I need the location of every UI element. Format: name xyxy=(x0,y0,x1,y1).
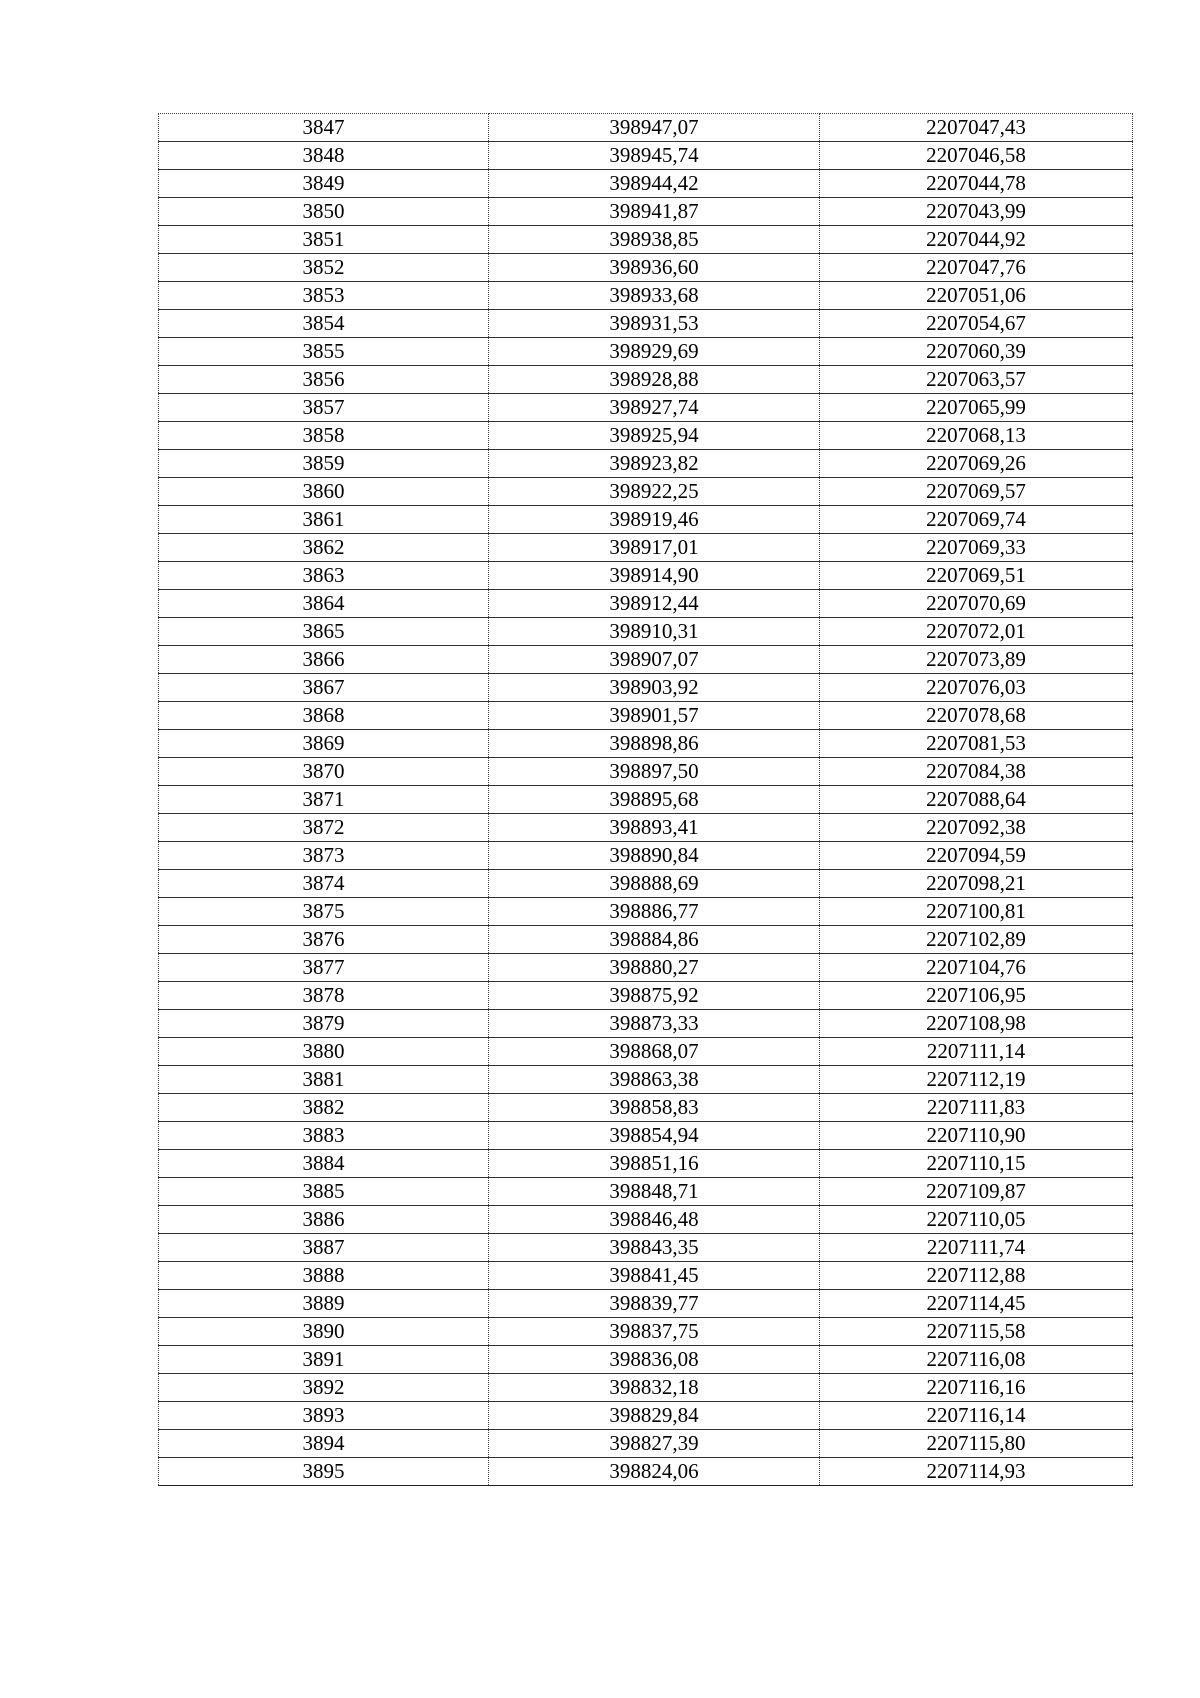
y-coordinate-cell: 2207063,57 xyxy=(820,366,1133,394)
point-number-cell: 3891 xyxy=(159,1346,489,1374)
table-row xyxy=(159,478,1133,506)
y-coordinate-cell: 2207046,58 xyxy=(820,142,1133,170)
point-number-cell: 3850 xyxy=(159,198,489,226)
x-coordinate-cell: 398944,42 xyxy=(489,170,820,198)
point-number-cell: 3866 xyxy=(159,646,489,674)
y-coordinate-cell: 2207115,58 xyxy=(820,1318,1133,1346)
x-coordinate-cell: 398837,75 xyxy=(489,1318,820,1346)
y-coordinate-cell: 2207110,05 xyxy=(820,1206,1133,1234)
table-row xyxy=(159,982,1133,1010)
point-number-cell: 3884 xyxy=(159,1150,489,1178)
table-row xyxy=(159,842,1133,870)
point-number-cell: 3872 xyxy=(159,814,489,842)
x-coordinate-cell: 398836,08 xyxy=(489,1346,820,1374)
x-coordinate-cell: 398922,25 xyxy=(489,478,820,506)
table-row xyxy=(159,898,1133,926)
table-row xyxy=(159,506,1133,534)
table-row xyxy=(159,226,1133,254)
point-number-cell: 3870 xyxy=(159,758,489,786)
x-coordinate-cell: 398931,53 xyxy=(489,310,820,338)
x-coordinate-cell: 398851,16 xyxy=(489,1150,820,1178)
point-number-cell: 3888 xyxy=(159,1262,489,1290)
table-row xyxy=(159,1430,1133,1458)
point-number-cell: 3854 xyxy=(159,310,489,338)
table-row xyxy=(159,1346,1133,1374)
table-row xyxy=(159,870,1133,898)
point-number-cell: 3873 xyxy=(159,842,489,870)
x-coordinate-cell: 398910,31 xyxy=(489,618,820,646)
point-number-cell: 3877 xyxy=(159,954,489,982)
x-coordinate-cell: 398868,07 xyxy=(489,1038,820,1066)
point-number-cell: 3876 xyxy=(159,926,489,954)
point-number-cell: 3867 xyxy=(159,674,489,702)
table-row xyxy=(159,618,1133,646)
coordinates-table-body xyxy=(159,114,1133,1486)
table-row xyxy=(159,366,1133,394)
x-coordinate-cell: 398925,94 xyxy=(489,422,820,450)
x-coordinate-cell: 398875,92 xyxy=(489,982,820,1010)
x-coordinate-cell: 398898,86 xyxy=(489,730,820,758)
x-coordinate-cell: 398832,18 xyxy=(489,1374,820,1402)
x-coordinate-cell: 398827,39 xyxy=(489,1430,820,1458)
y-coordinate-cell: 2207088,64 xyxy=(820,786,1133,814)
y-coordinate-cell: 2207069,51 xyxy=(820,562,1133,590)
table-row xyxy=(159,1262,1133,1290)
x-coordinate-cell: 398901,57 xyxy=(489,702,820,730)
table-row xyxy=(159,786,1133,814)
table-row xyxy=(159,170,1133,198)
point-number-cell: 3881 xyxy=(159,1066,489,1094)
x-coordinate-cell: 398886,77 xyxy=(489,898,820,926)
point-number-cell: 3862 xyxy=(159,534,489,562)
point-number-cell: 3892 xyxy=(159,1374,489,1402)
x-coordinate-cell: 398928,88 xyxy=(489,366,820,394)
table-row xyxy=(159,758,1133,786)
point-number-cell: 3885 xyxy=(159,1178,489,1206)
y-coordinate-cell: 2207069,26 xyxy=(820,450,1133,478)
y-coordinate-cell: 2207114,93 xyxy=(820,1458,1133,1486)
y-coordinate-cell: 2207069,33 xyxy=(820,534,1133,562)
y-coordinate-cell: 2207084,38 xyxy=(820,758,1133,786)
x-coordinate-cell: 398846,48 xyxy=(489,1206,820,1234)
y-coordinate-cell: 2207047,43 xyxy=(820,114,1133,142)
y-coordinate-cell: 2207104,76 xyxy=(820,954,1133,982)
table-row xyxy=(159,1374,1133,1402)
y-coordinate-cell: 2207108,98 xyxy=(820,1010,1133,1038)
point-number-cell: 3849 xyxy=(159,170,489,198)
point-number-cell: 3883 xyxy=(159,1122,489,1150)
table-row xyxy=(159,282,1133,310)
point-number-cell: 3855 xyxy=(159,338,489,366)
point-number-cell: 3851 xyxy=(159,226,489,254)
table-row xyxy=(159,198,1133,226)
y-coordinate-cell: 2207060,39 xyxy=(820,338,1133,366)
y-coordinate-cell: 2207073,89 xyxy=(820,646,1133,674)
table-row xyxy=(159,338,1133,366)
x-coordinate-cell: 398873,33 xyxy=(489,1010,820,1038)
table-row xyxy=(159,1094,1133,1122)
y-coordinate-cell: 2207092,38 xyxy=(820,814,1133,842)
y-coordinate-cell: 2207112,88 xyxy=(820,1262,1133,1290)
table-row xyxy=(159,254,1133,282)
table-row xyxy=(159,1038,1133,1066)
y-coordinate-cell: 2207116,08 xyxy=(820,1346,1133,1374)
point-number-cell: 3874 xyxy=(159,870,489,898)
y-coordinate-cell: 2207100,81 xyxy=(820,898,1133,926)
table-row xyxy=(159,702,1133,730)
x-coordinate-cell: 398947,07 xyxy=(489,114,820,142)
x-coordinate-cell: 398907,07 xyxy=(489,646,820,674)
table-row xyxy=(159,1178,1133,1206)
point-number-cell: 3847 xyxy=(159,114,489,142)
table-row xyxy=(159,646,1133,674)
table-row xyxy=(159,450,1133,478)
y-coordinate-cell: 2207081,53 xyxy=(820,730,1133,758)
point-number-cell: 3859 xyxy=(159,450,489,478)
y-coordinate-cell: 2207070,69 xyxy=(820,590,1133,618)
point-number-cell: 3890 xyxy=(159,1318,489,1346)
table-row xyxy=(159,142,1133,170)
y-coordinate-cell: 2207078,68 xyxy=(820,702,1133,730)
table-row xyxy=(159,422,1133,450)
y-coordinate-cell: 2207111,83 xyxy=(820,1094,1133,1122)
point-number-cell: 3861 xyxy=(159,506,489,534)
point-number-cell: 3894 xyxy=(159,1430,489,1458)
table-row xyxy=(159,590,1133,618)
x-coordinate-cell: 398923,82 xyxy=(489,450,820,478)
table-row xyxy=(159,674,1133,702)
y-coordinate-cell: 2207110,15 xyxy=(820,1150,1133,1178)
x-coordinate-cell: 398863,38 xyxy=(489,1066,820,1094)
table-row xyxy=(159,394,1133,422)
y-coordinate-cell: 2207094,59 xyxy=(820,842,1133,870)
x-coordinate-cell: 398854,94 xyxy=(489,1122,820,1150)
x-coordinate-cell: 398919,46 xyxy=(489,506,820,534)
point-number-cell: 3860 xyxy=(159,478,489,506)
point-number-cell: 3848 xyxy=(159,142,489,170)
y-coordinate-cell: 2207115,80 xyxy=(820,1430,1133,1458)
x-coordinate-cell: 398841,45 xyxy=(489,1262,820,1290)
y-coordinate-cell: 2207069,74 xyxy=(820,506,1133,534)
y-coordinate-cell: 2207098,21 xyxy=(820,870,1133,898)
x-coordinate-cell: 398945,74 xyxy=(489,142,820,170)
point-number-cell: 3858 xyxy=(159,422,489,450)
x-coordinate-cell: 398829,84 xyxy=(489,1402,820,1430)
y-coordinate-cell: 2207072,01 xyxy=(820,618,1133,646)
table-row xyxy=(159,1290,1133,1318)
x-coordinate-cell: 398893,41 xyxy=(489,814,820,842)
y-coordinate-cell: 2207065,99 xyxy=(820,394,1133,422)
point-number-cell: 3864 xyxy=(159,590,489,618)
point-number-cell: 3875 xyxy=(159,898,489,926)
x-coordinate-cell: 398897,50 xyxy=(489,758,820,786)
point-number-cell: 3889 xyxy=(159,1290,489,1318)
y-coordinate-cell: 2207054,67 xyxy=(820,310,1133,338)
table-row xyxy=(159,562,1133,590)
x-coordinate-cell: 398914,90 xyxy=(489,562,820,590)
y-coordinate-cell: 2207110,90 xyxy=(820,1122,1133,1150)
x-coordinate-cell: 398880,27 xyxy=(489,954,820,982)
x-coordinate-cell: 398848,71 xyxy=(489,1178,820,1206)
y-coordinate-cell: 2207076,03 xyxy=(820,674,1133,702)
x-coordinate-cell: 398890,84 xyxy=(489,842,820,870)
y-coordinate-cell: 2207069,57 xyxy=(820,478,1133,506)
y-coordinate-cell: 2207044,78 xyxy=(820,170,1133,198)
table-row xyxy=(159,1150,1133,1178)
point-number-cell: 3863 xyxy=(159,562,489,590)
point-number-cell: 3886 xyxy=(159,1206,489,1234)
table-row xyxy=(159,1010,1133,1038)
x-coordinate-cell: 398941,87 xyxy=(489,198,820,226)
y-coordinate-cell: 2207116,16 xyxy=(820,1374,1133,1402)
point-number-cell: 3868 xyxy=(159,702,489,730)
table-row xyxy=(159,534,1133,562)
x-coordinate-cell: 398839,77 xyxy=(489,1290,820,1318)
table-row xyxy=(159,1206,1133,1234)
y-coordinate-cell: 2207116,14 xyxy=(820,1402,1133,1430)
point-number-cell: 3878 xyxy=(159,982,489,1010)
x-coordinate-cell: 398929,69 xyxy=(489,338,820,366)
table-row xyxy=(159,814,1133,842)
y-coordinate-cell: 2207111,14 xyxy=(820,1038,1133,1066)
point-number-cell: 3880 xyxy=(159,1038,489,1066)
x-coordinate-cell: 398903,92 xyxy=(489,674,820,702)
table-row xyxy=(159,926,1133,954)
point-number-cell: 3852 xyxy=(159,254,489,282)
y-coordinate-cell: 2207106,95 xyxy=(820,982,1133,1010)
y-coordinate-cell: 2207114,45 xyxy=(820,1290,1133,1318)
x-coordinate-cell: 398917,01 xyxy=(489,534,820,562)
x-coordinate-cell: 398888,69 xyxy=(489,870,820,898)
y-coordinate-cell: 2207051,06 xyxy=(820,282,1133,310)
table-row xyxy=(159,730,1133,758)
point-number-cell: 3882 xyxy=(159,1094,489,1122)
y-coordinate-cell: 2207044,92 xyxy=(820,226,1133,254)
x-coordinate-cell: 398938,85 xyxy=(489,226,820,254)
table-row xyxy=(159,954,1133,982)
x-coordinate-cell: 398927,74 xyxy=(489,394,820,422)
point-number-cell: 3853 xyxy=(159,282,489,310)
x-coordinate-cell: 398895,68 xyxy=(489,786,820,814)
y-coordinate-cell: 2207102,89 xyxy=(820,926,1133,954)
y-coordinate-cell: 2207111,74 xyxy=(820,1234,1133,1262)
x-coordinate-cell: 398933,68 xyxy=(489,282,820,310)
y-coordinate-cell: 2207068,13 xyxy=(820,422,1133,450)
table-row xyxy=(159,310,1133,338)
x-coordinate-cell: 398884,86 xyxy=(489,926,820,954)
table-row xyxy=(159,1122,1133,1150)
point-number-cell: 3856 xyxy=(159,366,489,394)
y-coordinate-cell: 2207109,87 xyxy=(820,1178,1133,1206)
table-row xyxy=(159,1234,1133,1262)
point-number-cell: 3869 xyxy=(159,730,489,758)
x-coordinate-cell: 398824,06 xyxy=(489,1458,820,1486)
y-coordinate-cell: 2207112,19 xyxy=(820,1066,1133,1094)
coordinates-table xyxy=(158,113,1133,1486)
table-row xyxy=(159,1458,1133,1486)
x-coordinate-cell: 398912,44 xyxy=(489,590,820,618)
y-coordinate-cell: 2207047,76 xyxy=(820,254,1133,282)
y-coordinate-cell: 2207043,99 xyxy=(820,198,1133,226)
table-row xyxy=(159,1318,1133,1346)
point-number-cell: 3887 xyxy=(159,1234,489,1262)
x-coordinate-cell: 398843,35 xyxy=(489,1234,820,1262)
point-number-cell: 3857 xyxy=(159,394,489,422)
point-number-cell: 3871 xyxy=(159,786,489,814)
x-coordinate-cell: 398858,83 xyxy=(489,1094,820,1122)
point-number-cell: 3865 xyxy=(159,618,489,646)
point-number-cell: 3893 xyxy=(159,1402,489,1430)
x-coordinate-cell: 398936,60 xyxy=(489,254,820,282)
table-row xyxy=(159,1066,1133,1094)
point-number-cell: 3879 xyxy=(159,1010,489,1038)
point-number-cell: 3895 xyxy=(159,1458,489,1486)
table-row xyxy=(159,114,1133,142)
table-row xyxy=(159,1402,1133,1430)
